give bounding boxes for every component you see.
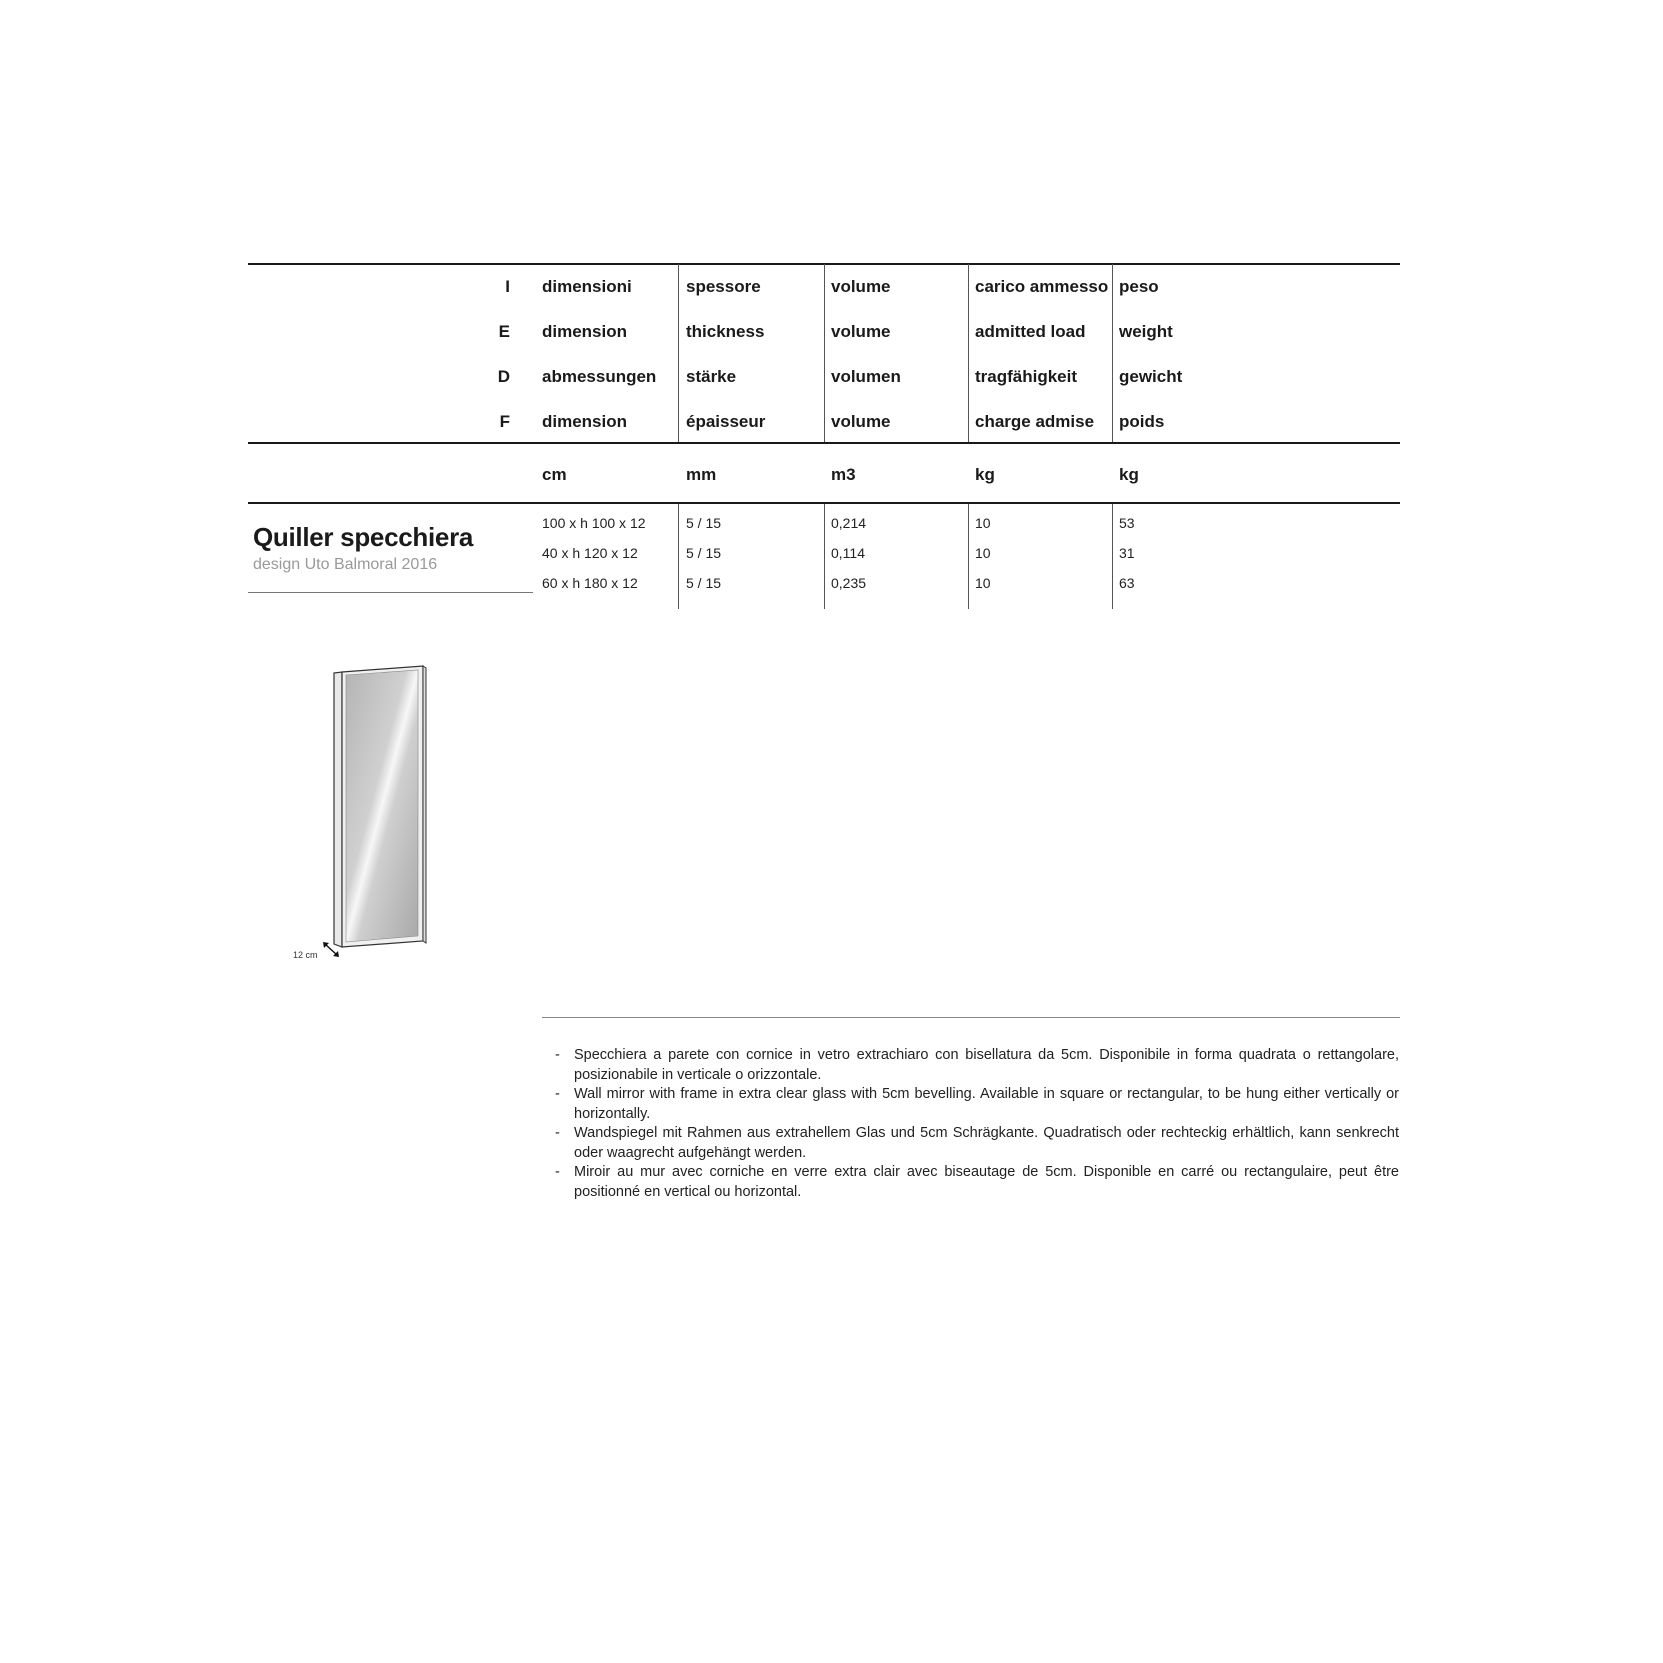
cell-volume: 0,235 bbox=[831, 575, 867, 591]
product-name: Quiller specchiera bbox=[253, 522, 474, 552]
language-code: I bbox=[505, 277, 510, 296]
description-list bbox=[561, 1046, 1399, 1202]
header-label-thickness: stärke bbox=[686, 367, 737, 386]
header-label-volume: volume bbox=[831, 412, 891, 431]
header-label-thickness: épaisseur bbox=[686, 412, 766, 431]
language-code: F bbox=[499, 412, 510, 431]
column-divider bbox=[678, 264, 679, 442]
language-code: E bbox=[498, 322, 510, 341]
unit-label: kg bbox=[975, 465, 995, 484]
cell-thickness: 5 / 15 bbox=[686, 575, 722, 591]
header-label-load: charge admise bbox=[975, 412, 1095, 431]
column-divider bbox=[678, 504, 679, 609]
cell-thickness: 5 / 15 bbox=[686, 515, 722, 531]
cell-volume: 0,114 bbox=[831, 545, 865, 561]
unit-label: m3 bbox=[831, 465, 856, 484]
description-item: - Wandspiegel mit Rahmen aus extrahellem Glas und 5cm Schrägkante. Quadratisch oder rechteckig erhältlich, kann senkrecht oder waagrecht aufgehängt werden. bbox=[561, 1124, 1399, 1163]
column-divider bbox=[968, 504, 969, 609]
product-name-rule bbox=[248, 592, 533, 593]
cell-load: 10 bbox=[975, 515, 991, 531]
header-label-dimensions: dimensioni bbox=[542, 277, 632, 296]
header-label-load: admitted load bbox=[975, 322, 1086, 341]
column-divider bbox=[1112, 264, 1113, 442]
cell-weight: 53 bbox=[1119, 515, 1135, 531]
header-label-weight: gewicht bbox=[1119, 367, 1183, 386]
cell-dimensions: 60 x h 180 x 12 bbox=[542, 575, 638, 591]
unit-label: kg bbox=[1119, 465, 1139, 484]
header-label-load: tragfähigkeit bbox=[975, 367, 1078, 386]
cell-load: 10 bbox=[975, 545, 991, 561]
cell-volume: 0,214 bbox=[831, 515, 867, 531]
mirror-illustration bbox=[320, 665, 440, 965]
cell-load: 10 bbox=[975, 575, 991, 591]
description-item: - Miroir au mur avec corniche en verre extra clair avec biseautage de 5cm. Disponible en carré ou rectangulaire, peut être positionné en vertical ou horizontal. bbox=[561, 1163, 1399, 1202]
description-item: - Specchiera a parete con cornice in vetro extrachiaro con bisellatura da 5cm. Disponibile in forma quadrata o rettangolare, posizionabile in verticale o orizzontale. bbox=[561, 1046, 1399, 1085]
unit-label: cm bbox=[542, 465, 567, 484]
cell-weight: 63 bbox=[1119, 575, 1135, 591]
header-label-thickness: thickness bbox=[686, 322, 765, 341]
unit-label: mm bbox=[686, 465, 717, 484]
cell-weight: 31 bbox=[1119, 545, 1135, 561]
depth-arrow-icon bbox=[322, 941, 342, 961]
header-label-thickness: spessore bbox=[686, 277, 761, 296]
header-label-volume: volume bbox=[831, 322, 891, 341]
cell-thickness: 5 / 15 bbox=[686, 545, 722, 561]
description-top-rule bbox=[542, 1017, 1400, 1018]
header-label-dimensions: dimension bbox=[542, 322, 628, 341]
cell-dimensions: 100 x h 100 x 12 bbox=[542, 515, 646, 531]
header-label-volume: volumen bbox=[831, 367, 901, 386]
header-bottom-rule bbox=[248, 442, 1400, 444]
column-divider bbox=[824, 264, 825, 442]
header-label-dimensions: dimension bbox=[542, 412, 628, 431]
column-divider bbox=[968, 264, 969, 442]
column-divider bbox=[824, 504, 825, 609]
product-designer: design Uto Balmoral 2016 bbox=[253, 556, 438, 573]
language-code: D bbox=[497, 367, 510, 386]
header-label-load: carico ammesso bbox=[975, 277, 1109, 296]
header-label-weight: peso bbox=[1119, 277, 1159, 296]
header-label-weight: weight bbox=[1119, 322, 1173, 341]
description-item: - Wall mirror with frame in extra clear glass with 5cm bevelling. Available in square or rectangular, to be hung either vertically or horizontally. bbox=[561, 1085, 1399, 1124]
depth-label: 12 cm bbox=[293, 950, 318, 960]
cell-dimensions: 40 x h 120 x 12 bbox=[542, 545, 638, 561]
header-label-volume: volume bbox=[831, 277, 891, 296]
header-label-dimensions: abmessungen bbox=[542, 367, 657, 386]
column-divider bbox=[1112, 504, 1113, 609]
header-label-weight: poids bbox=[1119, 412, 1165, 431]
